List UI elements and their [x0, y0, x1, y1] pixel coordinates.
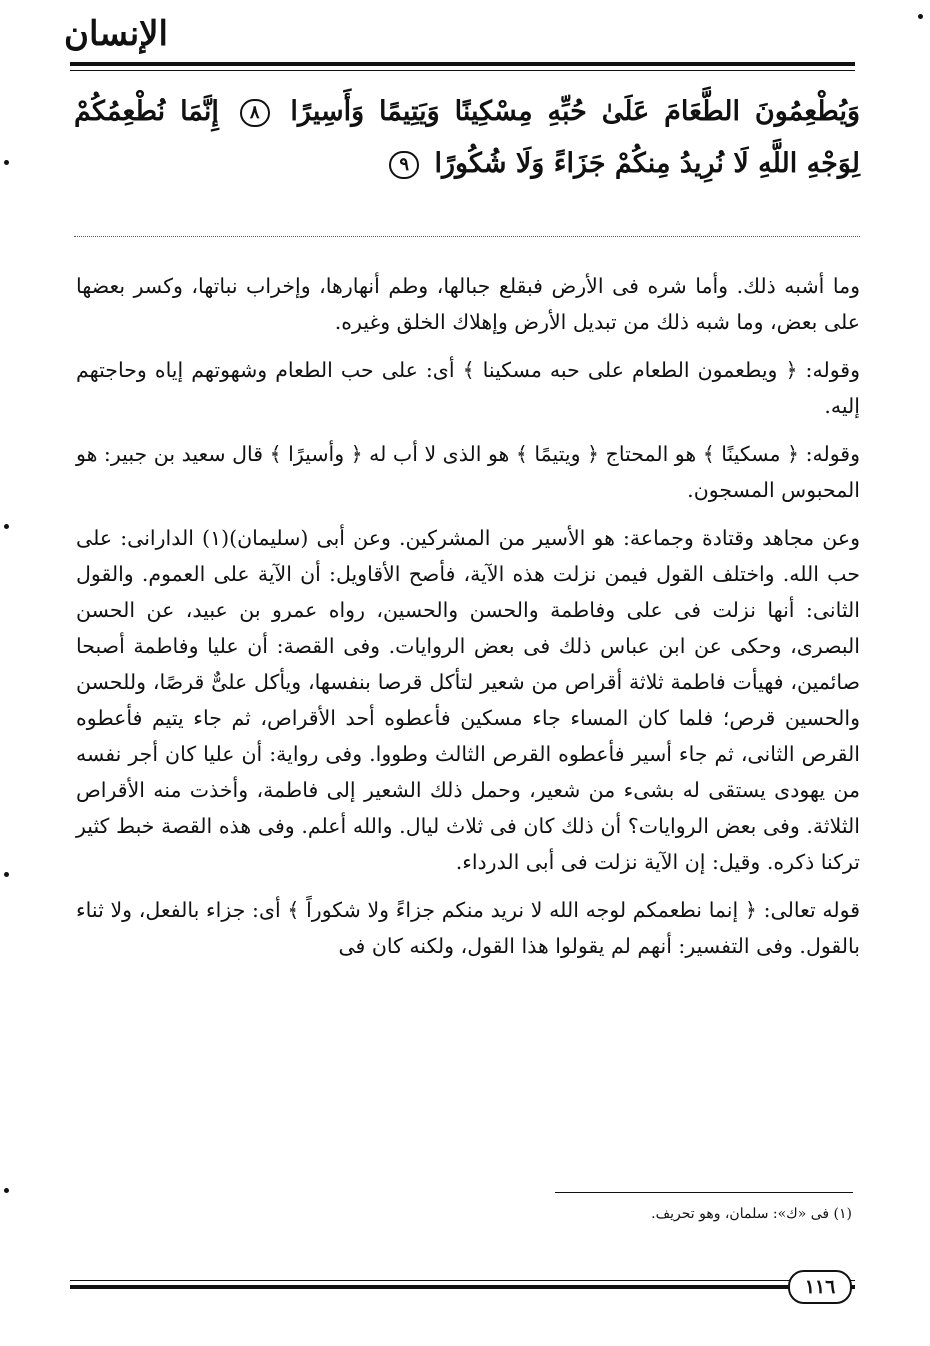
running-title: الإنسان	[64, 14, 168, 54]
margin-dot	[4, 872, 9, 877]
footnote-rule	[555, 1192, 853, 1193]
footer-rule-thin	[70, 1280, 855, 1281]
ayah-marker-9: ٩	[389, 151, 419, 179]
commentary-body	[76, 268, 860, 976]
paragraph: وما أشبه ذلك. وأما شره فى الأرض فبقلع جبالها، وطم أنهارها، وإخراب نباتها، وكسر بعضها على بعض، وما شبه ذلك من تبديل الأرض وإهلاك الخلق وغيره.	[76, 274, 860, 334]
verse-separator	[74, 236, 860, 237]
margin-dot	[918, 14, 923, 19]
paragraph: وعن مجاهد وقتادة وجماعة: هو الأسير من المشركين. وعن أبى (سليمان)(١) الدارانى: على حب الله. واختلف القول فيمن نزلت هذه الآية، فأصح الأقاويل: أن الآية على العموم. والقول الثانى: أنها نزلت فى على وفاطمة والحسن والحسين، رواه عمرو بن عبيد، عن الحسن البصرى، وحكى عن ابن عباس ذلك فى بعض الروايات. وفى القصة: أن عليا وفاطمة أصبحا صائمين، فهيأت فاطمة ثلاثة أقراص من شعير لتأكل قرصا بنفسها، ويأكل علىٌّ قرصًا، وللحسن والحسين قرص؛ فلما كان المساء جاء مسكين فأعطوه أحد الأقراص، ثم جاء يتيم فأعطوه القرص الثانى، ثم جاء أسير فأعطوه القرص الثالث وطووا. وفى رواية: أن عليا كان أجر نفسه من يهودى يستقى له بشىء من شعير، وحمل ذلك الشعير إلى فاطمة، وأخذت منه الأقراص الثلاثة. وفى بعض الروايات؟ أن ذلك كان فى ثلاث ليال. والله أعلم. وفى هذه القصة خبط كثير تركنا ذكره. وقيل: إن الآية نزلت فى أبى الدرداء.	[76, 526, 860, 874]
margin-dot	[4, 160, 9, 165]
header-rule-thick	[70, 62, 855, 66]
paragraph: وقوله: ﴿ ويطعمون الطعام على حبه مسكينا ﴾ أى: على حب الطعام وشهوتهم إياه وحاجتهم إليه.	[76, 358, 860, 418]
paragraph: وقوله: ﴿ مسكينًا ﴾ هو المحتاج ﴿ ويتيمًا ﴾ هو الذى لا أب له ﴿ وأسيرًا ﴾ قال سعيد بن جبير: هو المحبوس المسجون.	[76, 442, 860, 502]
paragraph: قوله تعالى: ﴿ إنما نطعمكم لوجه الله لا نريد منكم جزاءً ولا شكوراً ﴾ أى: جزاء بالفعل، ولا ثناء بالقول. وفى التفسير: أنهم لم يقولوا هذا القول، ولكنه كان فى	[76, 898, 860, 958]
footnote: (١) فى «ك»: سلمان، وهو تحريف.	[651, 1206, 852, 1222]
margin-dot	[4, 1188, 9, 1193]
page-number: ١١٦	[788, 1270, 852, 1304]
header-rule-thin	[70, 70, 855, 71]
verse-text-8: وَيُطْعِمُونَ الطَّعَامَ عَلَىٰ حُبِّهِ مِسْكِينًا وَيَتِيمًا وَأَسِيرًا	[290, 96, 860, 127]
verse-text-9: إِنَّمَا نُطْعِمُكُمْ لِوَجْهِ اللَّهِ لَا نُرِيدُ مِنكُمْ جَزَاءً وَلَا شُكُورًا	[74, 96, 860, 179]
quran-verse	[74, 86, 860, 190]
margin-dot	[4, 524, 9, 529]
ayah-marker-8: ٨	[240, 99, 270, 127]
footer-rule-thick	[70, 1285, 855, 1289]
